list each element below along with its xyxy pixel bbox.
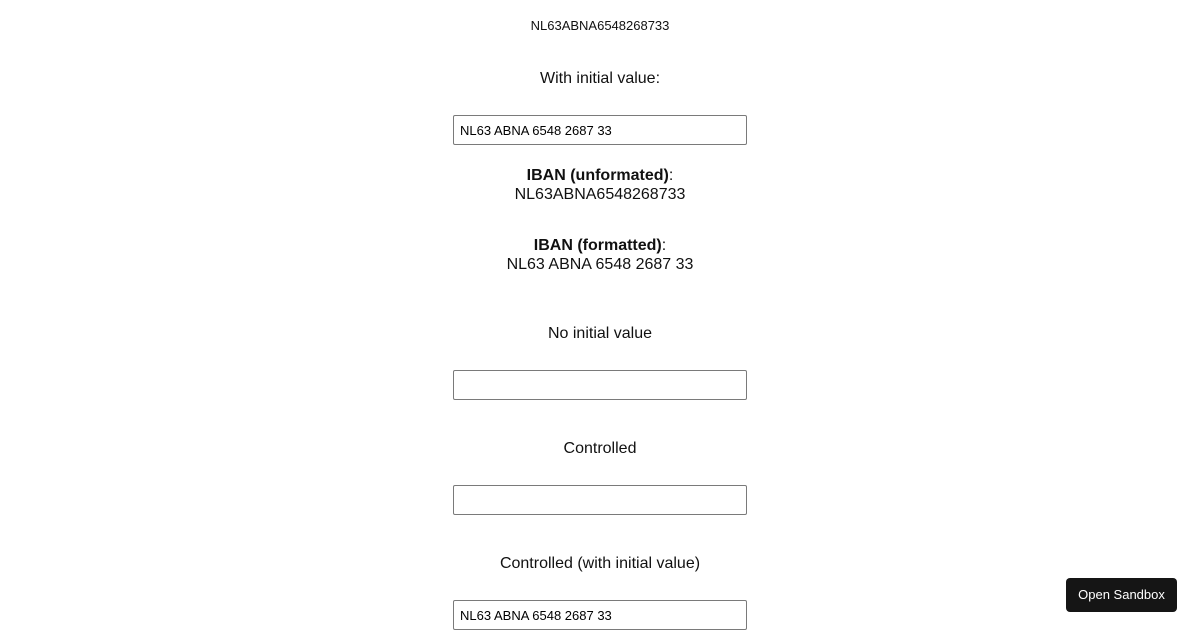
formatted-iban-label: [0, 236, 1200, 255]
formatted-iban-label-suffix: :: [661, 237, 667, 254]
controlled-with-initial-value-heading: Controlled (with initial value): [499, 555, 701, 572]
formatted-iban-label-text: IBAN (formatted): [533, 237, 662, 254]
formatted-iban-result: [0, 236, 1200, 274]
unformatted-iban-label-suffix: :: [668, 167, 674, 184]
no-initial-value-iban-input[interactable]: [453, 370, 747, 400]
unformatted-iban-result: [0, 166, 1200, 204]
controlled-with-initial-value-iban-input[interactable]: [453, 600, 747, 630]
unformatted-iban-label: [0, 166, 1200, 185]
unformatted-iban-label-text: IBAN (unformated): [526, 167, 669, 184]
controlled-heading: Controlled: [563, 440, 637, 457]
no-initial-value-heading: No initial value: [547, 325, 653, 342]
formatted-iban-value: NL63 ABNA 6548 2687 33: [506, 256, 694, 273]
top-iban-value: NL63ABNA6548268733: [530, 18, 670, 33]
initial-value-heading: With initial value:: [539, 70, 661, 87]
initial-value-iban-input[interactable]: [453, 115, 747, 145]
controlled-iban-input[interactable]: [453, 485, 747, 515]
open-sandbox-button[interactable]: Open Sandbox: [1066, 578, 1177, 612]
unformatted-iban-value: NL63ABNA6548268733: [514, 186, 686, 203]
